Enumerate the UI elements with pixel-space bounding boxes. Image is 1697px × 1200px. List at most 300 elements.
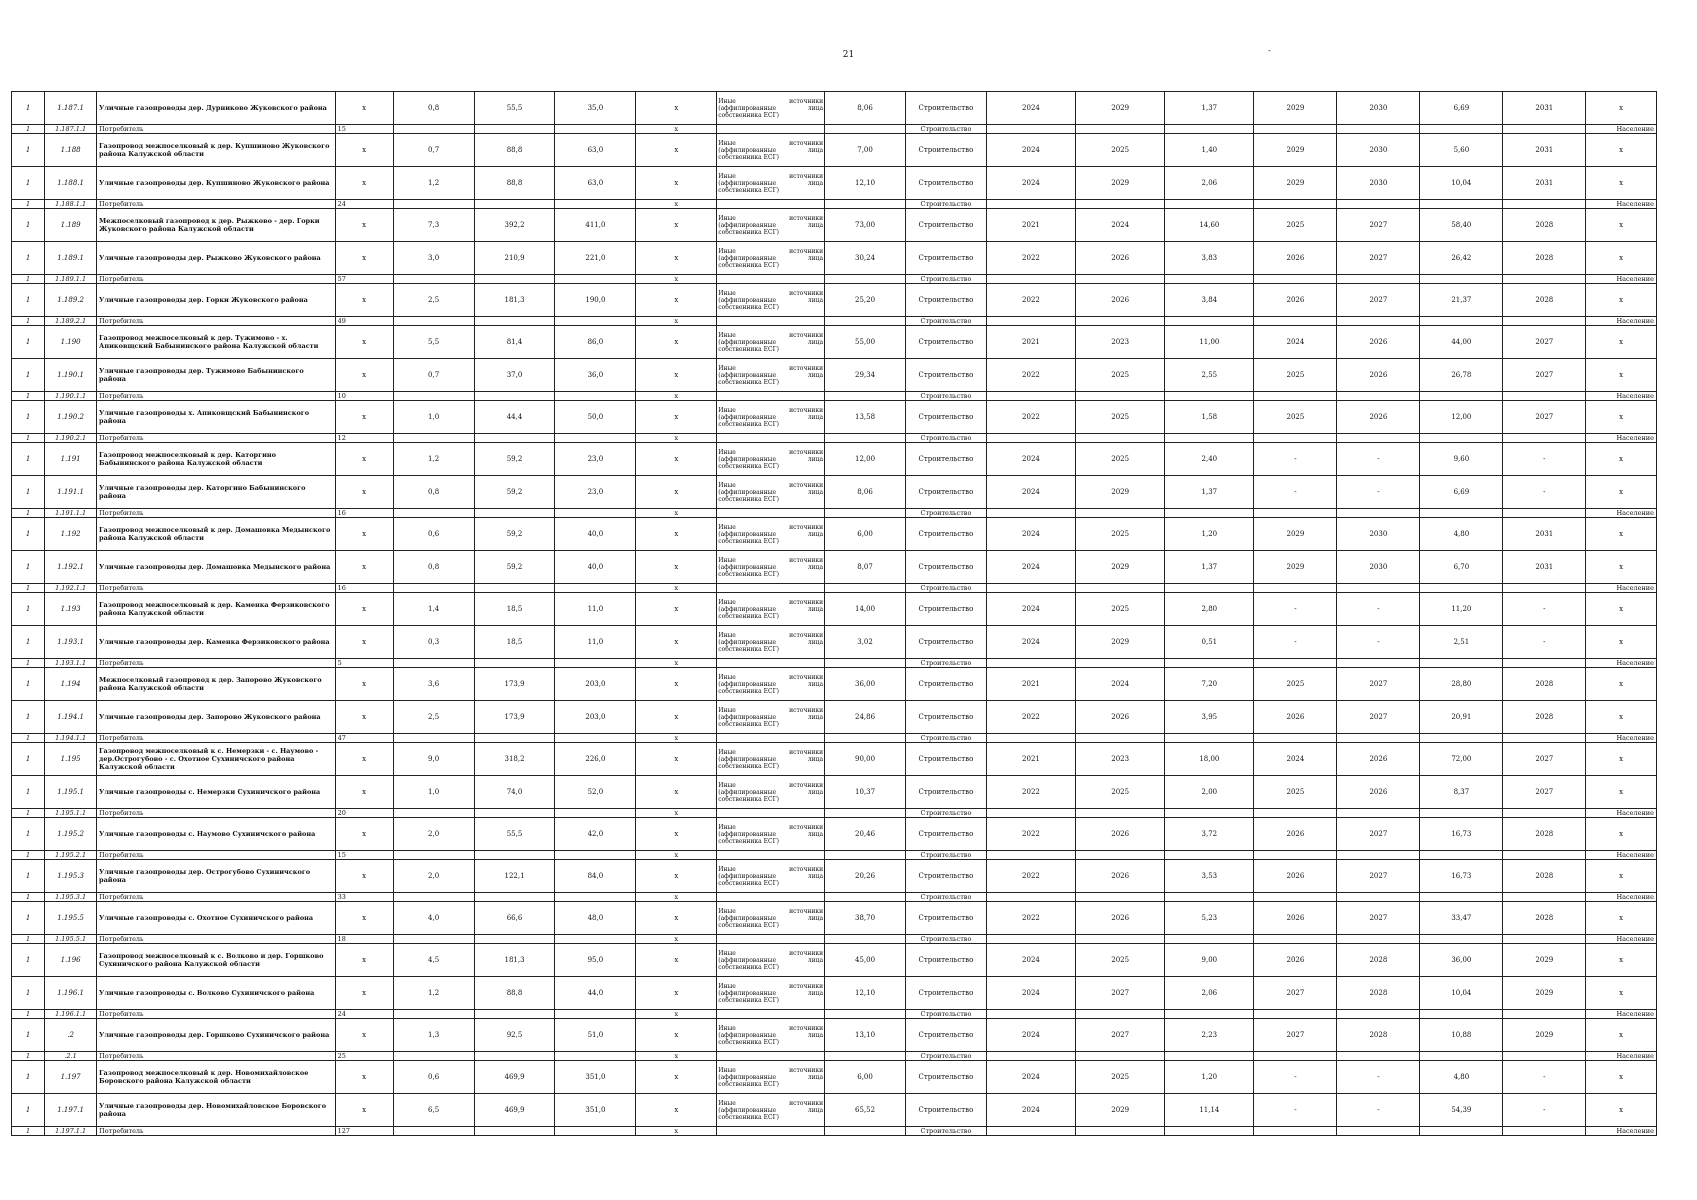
source-cell: [717, 518, 825, 551]
work-type: Строительство: [905, 668, 986, 701]
value-q: 26,78: [1420, 359, 1503, 392]
empty-cell: [555, 317, 636, 326]
value-1: 59,2: [474, 476, 555, 509]
source-word: лица: [807, 221, 824, 229]
year-start: 2024: [986, 551, 1075, 584]
source-word: лица: [807, 296, 824, 304]
empty-cell: [1337, 1052, 1420, 1061]
empty-cell: [1076, 434, 1165, 443]
source-word: собственника ЕСГ): [718, 963, 779, 971]
work-type: Строительство: [905, 284, 986, 317]
cell-x: x: [636, 209, 717, 242]
year-4: 2028: [1337, 977, 1420, 1010]
source-cell: [717, 1019, 825, 1052]
table-row: [12, 944, 1657, 977]
consumer-count: 10: [335, 392, 393, 401]
value-q: 2,51: [1420, 626, 1503, 659]
row-number: 1.187.1: [45, 92, 97, 125]
source-word: источники: [789, 289, 824, 297]
value-1: 173,9: [474, 668, 555, 701]
consumer-row: [12, 1052, 1657, 1061]
table-row: [12, 668, 1657, 701]
year-4: 2027: [1337, 701, 1420, 734]
cell-x: x: [1586, 902, 1657, 935]
empty-cell: [555, 659, 636, 668]
cell-x: x: [636, 1052, 717, 1061]
value-1: 59,2: [474, 551, 555, 584]
empty-cell: [555, 200, 636, 209]
year-end: 2025: [1076, 1061, 1165, 1094]
value-1: 469,9: [474, 1061, 555, 1094]
source-cell: [717, 944, 825, 977]
empty-cell: [555, 734, 636, 743]
empty-cell: [1165, 317, 1254, 326]
cell-x: x: [1586, 326, 1657, 359]
empty-cell: [1420, 935, 1503, 944]
year-end: 2029: [1076, 551, 1165, 584]
work-type: Строительство: [905, 593, 986, 626]
cell-x: x: [335, 701, 393, 734]
value-q: 54,39: [1420, 1094, 1503, 1127]
cost: 12,00: [825, 443, 906, 476]
year-end: 2023: [1076, 743, 1165, 776]
source-word: собственника ЕСГ): [718, 612, 779, 620]
empty-cell: [1076, 1052, 1165, 1061]
value-2: 190,0: [555, 284, 636, 317]
pipe-length: 2,5: [393, 701, 474, 734]
year-4: -: [1337, 1094, 1420, 1127]
empty-cell: [1165, 809, 1254, 818]
year-end: 2029: [1076, 476, 1165, 509]
consumer-count: 16: [335, 509, 393, 518]
empty-cell: [825, 851, 906, 860]
cell-x: x: [335, 1094, 393, 1127]
source-word: лица: [807, 1073, 824, 1081]
empty-cell: [1503, 734, 1586, 743]
cell-x: x: [335, 977, 393, 1010]
cell-x: x: [1586, 92, 1657, 125]
cell-x: x: [636, 392, 717, 401]
empty-cell: [1337, 509, 1420, 518]
source-word: Иные: [718, 706, 736, 714]
table-row: [12, 743, 1657, 776]
value-1: 181,3: [474, 284, 555, 317]
empty-cell: [474, 935, 555, 944]
table-row: [12, 776, 1657, 809]
source-word: (аффилированные: [718, 914, 777, 922]
table-row: [12, 701, 1657, 734]
year-end: 2025: [1076, 593, 1165, 626]
empty-cell: [1503, 392, 1586, 401]
table-row: [12, 977, 1657, 1010]
cost: 25,20: [825, 284, 906, 317]
empty-cell: [474, 200, 555, 209]
year-5: 2029: [1503, 1019, 1586, 1052]
row-number: 1.188.1: [45, 167, 97, 200]
table-row: [12, 518, 1657, 551]
value-1: 318,2: [474, 743, 555, 776]
source-cell: [717, 743, 825, 776]
value-p: 1,58: [1165, 401, 1254, 434]
value-p: 1,20: [1165, 1061, 1254, 1094]
empty-cell: [474, 125, 555, 134]
value-q: 10,88: [1420, 1019, 1503, 1052]
object-name: Уличные газопроводы дер. Тужимово Бабынинского района: [97, 359, 336, 392]
source-word: Иные: [718, 631, 736, 639]
empty-cell: [1254, 1127, 1337, 1136]
cost: 12,10: [825, 167, 906, 200]
value-1: 88,8: [474, 167, 555, 200]
year-3: 2026: [1254, 284, 1337, 317]
year-5: -: [1503, 476, 1586, 509]
table-row: [12, 92, 1657, 125]
source-word: (аффилированные: [718, 788, 777, 796]
value-1: 181,3: [474, 944, 555, 977]
empty-cell: [825, 1010, 906, 1019]
value-1: 74,0: [474, 776, 555, 809]
value-p: 18,00: [1165, 743, 1254, 776]
object-name: Уличные газопроводы дер. Дурниково Жуковского района: [97, 92, 336, 125]
source-word: источники: [789, 673, 824, 681]
cost: 45,00: [825, 944, 906, 977]
year-3: 2027: [1254, 977, 1337, 1010]
row-level: 1: [12, 284, 45, 317]
empty-cell: [1076, 392, 1165, 401]
cell-x: x: [1586, 860, 1657, 893]
year-3: 2025: [1254, 776, 1337, 809]
value-2: 35,0: [555, 92, 636, 125]
work-type: Строительство: [905, 893, 986, 902]
cell-x: x: [1586, 626, 1657, 659]
object-name: Уличные газопроводы дер. Рыжково Жуковского района: [97, 242, 336, 275]
pipe-length: 2,5: [393, 284, 474, 317]
empty-cell: [1254, 1052, 1337, 1061]
source-word: собственника ЕСГ): [718, 795, 779, 803]
year-start: 2021: [986, 668, 1075, 701]
source-word: источники: [789, 1024, 824, 1032]
value-q: 4,80: [1420, 518, 1503, 551]
source-word: источники: [789, 556, 824, 564]
source-word: (аффилированные: [718, 605, 777, 613]
empty-cell: [986, 1052, 1075, 1061]
consumer-label: Потребитель: [97, 125, 336, 134]
empty-cell: [986, 734, 1075, 743]
consumer-row: [12, 1010, 1657, 1019]
year-5: 2028: [1503, 209, 1586, 242]
row-number: 1.192.1.1: [45, 584, 97, 593]
gas-program-table: [11, 91, 1657, 1136]
value-p: 1,37: [1165, 551, 1254, 584]
consumer-label: Потребитель: [97, 1127, 336, 1136]
value-2: 203,0: [555, 701, 636, 734]
empty-cell: [555, 509, 636, 518]
empty-cell: [1254, 659, 1337, 668]
population-label: Население: [1586, 275, 1657, 284]
value-2: 11,0: [555, 626, 636, 659]
cell-x: x: [636, 626, 717, 659]
value-2: 40,0: [555, 551, 636, 584]
source-word: Иные: [718, 823, 736, 831]
object-name: Газопровод межпоселковый к с. Волково и дер. Горшково Сухиничского района Калужской области: [97, 944, 336, 977]
year-5: 2027: [1503, 743, 1586, 776]
empty-cell: [825, 434, 906, 443]
pipe-length: 0,3: [393, 626, 474, 659]
row-level: 1: [12, 326, 45, 359]
empty-cell: [1165, 734, 1254, 743]
population-label: Население: [1586, 734, 1657, 743]
consumer-count: 57: [335, 275, 393, 284]
empty-cell: [1165, 851, 1254, 860]
year-start: 2022: [986, 818, 1075, 851]
empty-cell: [393, 659, 474, 668]
object-name: Уличные газопроводы дер. Купшиново Жуковского района: [97, 167, 336, 200]
empty-cell: [825, 1052, 906, 1061]
year-3: 2029: [1254, 134, 1337, 167]
consumer-count: 24: [335, 1010, 393, 1019]
empty-cell: [1254, 851, 1337, 860]
year-4: -: [1337, 443, 1420, 476]
row-level: 1: [12, 209, 45, 242]
empty-cell: [1420, 584, 1503, 593]
empty-cell: [1254, 809, 1337, 818]
source-word: источники: [789, 949, 824, 957]
source-word: Иные: [718, 865, 736, 873]
row-number: 1.189.1: [45, 242, 97, 275]
empty-cell: [717, 434, 825, 443]
work-type: Строительство: [905, 851, 986, 860]
row-level: 1: [12, 1010, 45, 1019]
empty-cell: [717, 509, 825, 518]
empty-cell: [393, 1052, 474, 1061]
cell-x: x: [636, 809, 717, 818]
empty-cell: [717, 392, 825, 401]
source-word: собственника ЕСГ): [718, 261, 779, 269]
year-5: 2031: [1503, 167, 1586, 200]
source-word: Иные: [718, 214, 736, 222]
object-name: Уличные газопроводы дер. Горки Жуковского района: [97, 284, 336, 317]
cell-x: x: [636, 167, 717, 200]
consumer-label: Потребитель: [97, 434, 336, 443]
cell-x: x: [1586, 701, 1657, 734]
cell-x: x: [636, 1127, 717, 1136]
cost: 90,00: [825, 743, 906, 776]
empty-cell: [1337, 734, 1420, 743]
consumer-label: Потребитель: [97, 1052, 336, 1061]
empty-cell: [555, 434, 636, 443]
empty-cell: [1337, 317, 1420, 326]
year-start: 2024: [986, 944, 1075, 977]
cell-x: x: [335, 902, 393, 935]
value-q: 4,80: [1420, 1061, 1503, 1094]
work-type: Строительство: [905, 92, 986, 125]
cell-x: x: [1586, 944, 1657, 977]
population-label: Население: [1586, 317, 1657, 326]
year-5: -: [1503, 626, 1586, 659]
source-word: источники: [789, 631, 824, 639]
empty-cell: [393, 317, 474, 326]
empty-cell: [555, 125, 636, 134]
empty-cell: [1254, 125, 1337, 134]
year-start: 2024: [986, 593, 1075, 626]
population-label: Население: [1586, 893, 1657, 902]
empty-cell: [717, 275, 825, 284]
empty-cell: [1165, 434, 1254, 443]
cell-x: x: [636, 200, 717, 209]
year-3: 2026: [1254, 818, 1337, 851]
empty-cell: [986, 1010, 1075, 1019]
source-word: лица: [807, 413, 824, 421]
empty-cell: [825, 317, 906, 326]
cell-x: x: [636, 584, 717, 593]
source-word: источники: [789, 172, 824, 180]
cell-x: x: [1586, 476, 1657, 509]
object-name: Межпоселковый газопровод к дер. Запорово Жуковского района Калужской области: [97, 668, 336, 701]
source-word: (аффилированные: [718, 413, 777, 421]
empty-cell: [986, 200, 1075, 209]
table-row: [12, 134, 1657, 167]
value-p: 11,00: [1165, 326, 1254, 359]
empty-cell: [1254, 509, 1337, 518]
cell-x: x: [636, 1094, 717, 1127]
source-word: собственника ЕСГ): [718, 837, 779, 845]
year-start: 2024: [986, 1061, 1075, 1094]
row-level: 1: [12, 242, 45, 275]
row-level: 1: [12, 275, 45, 284]
value-1: 66,6: [474, 902, 555, 935]
cell-x: x: [1586, 818, 1657, 851]
year-3: 2025: [1254, 209, 1337, 242]
year-end: 2029: [1076, 92, 1165, 125]
source-cell: [717, 902, 825, 935]
source-cell: [717, 1061, 825, 1094]
year-4: 2028: [1337, 1019, 1420, 1052]
cell-x: x: [1586, 284, 1657, 317]
value-q: 8,37: [1420, 776, 1503, 809]
empty-cell: [1076, 809, 1165, 818]
row-level: 1: [12, 935, 45, 944]
source-word: источники: [789, 214, 824, 222]
value-q: 9,60: [1420, 443, 1503, 476]
row-level: 1: [12, 977, 45, 1010]
empty-cell: [1076, 935, 1165, 944]
object-name: Газопровод межпоселковый к дер. Домашовка Медынского района Калужской области: [97, 518, 336, 551]
cell-x: x: [335, 326, 393, 359]
source-word: собственника ЕСГ): [718, 462, 779, 470]
empty-cell: [1337, 659, 1420, 668]
row-level: 1: [12, 626, 45, 659]
source-word: Иные: [718, 598, 736, 606]
year-end: 2029: [1076, 167, 1165, 200]
empty-cell: [1503, 935, 1586, 944]
population-label: Население: [1586, 200, 1657, 209]
source-cell: [717, 551, 825, 584]
source-cell: [717, 860, 825, 893]
row-number: 1.195.1: [45, 776, 97, 809]
source-word: собственника ЕСГ): [718, 303, 779, 311]
source-word: собственника ЕСГ): [718, 996, 779, 1004]
year-end: 2029: [1076, 626, 1165, 659]
work-type: Строительство: [905, 944, 986, 977]
source-word: (аффилированные: [718, 371, 777, 379]
source-word: лица: [807, 830, 824, 838]
empty-cell: [717, 1052, 825, 1061]
empty-cell: [393, 200, 474, 209]
cell-x: x: [1586, 551, 1657, 584]
cost: 10,37: [825, 776, 906, 809]
empty-cell: [1420, 893, 1503, 902]
source-word: собственника ЕСГ): [718, 1080, 779, 1088]
source-word: собственника ЕСГ): [718, 570, 779, 578]
empty-cell: [717, 200, 825, 209]
year-end: 2025: [1076, 401, 1165, 434]
row-number: 1.193.1.1: [45, 659, 97, 668]
table-body: [12, 92, 1657, 1136]
year-start: 2022: [986, 902, 1075, 935]
pipe-length: 9,0: [393, 743, 474, 776]
population-label: Население: [1586, 392, 1657, 401]
object-name: Газопровод межпоселковый к с. Немерзки - с. Наумово - дер.Острогубово - с. Охотное Сухиничского района Калужской области: [97, 743, 336, 776]
source-word: Иные: [718, 523, 736, 531]
source-word: собственника ЕСГ): [718, 921, 779, 929]
cost: 13,58: [825, 401, 906, 434]
pipe-length: 1,4: [393, 593, 474, 626]
source-word: (аффилированные: [718, 296, 777, 304]
work-type: Строительство: [905, 1010, 986, 1019]
value-q: 72,00: [1420, 743, 1503, 776]
value-q: 20,91: [1420, 701, 1503, 734]
cell-x: x: [1586, 443, 1657, 476]
row-level: 1: [12, 893, 45, 902]
row-number: 1.195.2: [45, 818, 97, 851]
object-name: Уличные газопроводы х. Апиковщский Бабынинского района: [97, 401, 336, 434]
year-start: 2022: [986, 284, 1075, 317]
empty-cell: [1337, 275, 1420, 284]
source-word: источники: [789, 448, 824, 456]
work-type: Строительство: [905, 818, 986, 851]
pipe-length: 1,2: [393, 167, 474, 200]
source-word: источники: [789, 781, 824, 789]
value-1: 59,2: [474, 443, 555, 476]
cell-x: x: [335, 443, 393, 476]
value-1: 88,8: [474, 977, 555, 1010]
row-level: 1: [12, 1061, 45, 1094]
source-word: собственника ЕСГ): [718, 687, 779, 695]
cell-x: x: [1586, 209, 1657, 242]
work-type: Строительство: [905, 434, 986, 443]
empty-cell: [1165, 1127, 1254, 1136]
row-number: .2: [45, 1019, 97, 1052]
row-number: 1.194: [45, 668, 97, 701]
cost: 36,00: [825, 668, 906, 701]
year-start: 2024: [986, 92, 1075, 125]
consumer-row: [12, 275, 1657, 284]
empty-cell: [1420, 317, 1503, 326]
value-q: 11,20: [1420, 593, 1503, 626]
year-3: 2026: [1254, 242, 1337, 275]
pipe-length: 4,5: [393, 944, 474, 977]
work-type: Строительство: [905, 401, 986, 434]
work-type: Строительство: [905, 809, 986, 818]
year-start: 2024: [986, 443, 1075, 476]
empty-cell: [825, 893, 906, 902]
cell-x: x: [335, 593, 393, 626]
source-cell: [717, 92, 825, 125]
value-p: 1,37: [1165, 92, 1254, 125]
cell-x: x: [335, 92, 393, 125]
value-p: 2,55: [1165, 359, 1254, 392]
value-2: 48,0: [555, 902, 636, 935]
empty-cell: [1420, 1010, 1503, 1019]
